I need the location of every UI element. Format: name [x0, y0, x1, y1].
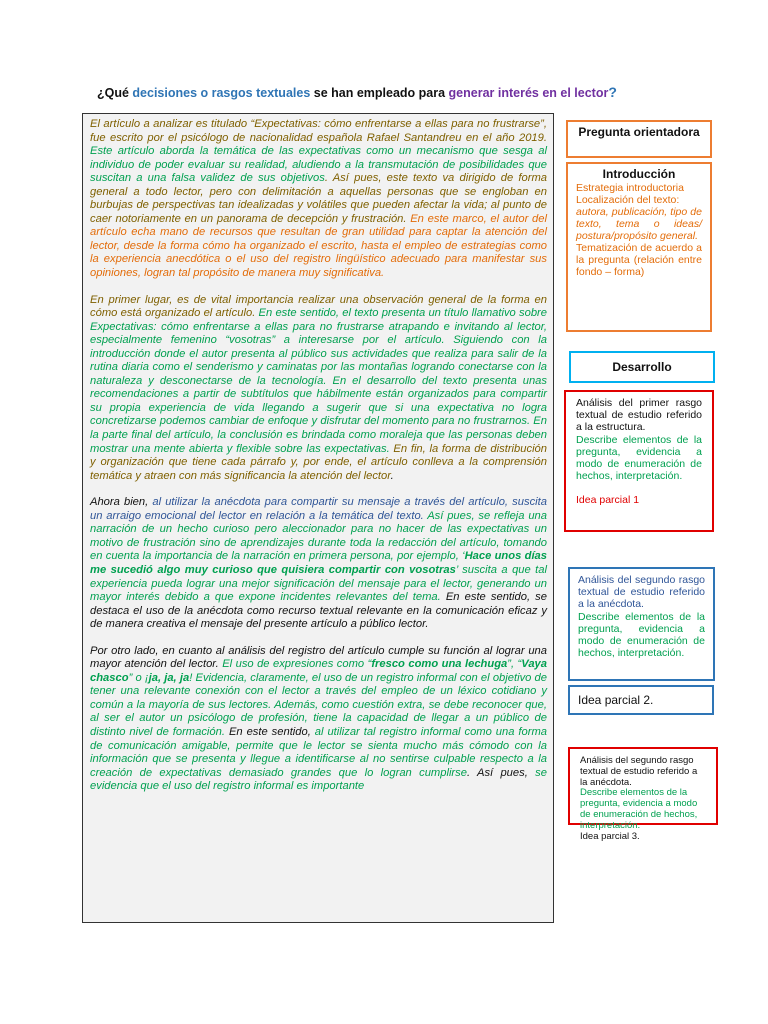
question-part: se han empleado para	[310, 86, 449, 100]
essay-segment: . Así pues, este texto va dirigido de forma general a todo lector, pero con delimitación a aquellas personas que se engloban en burbujas de perspectivas tan idealizadas y volátiles que pueden afectar la vida; al punto de caer notoriamente en un panorama de decepción y frustración.	[90, 172, 548, 225]
essay-segment: En este marco, el autor del artículo echa mano de recursos que resultan de gran utilidad para captar la atención del lector, desde la forma cómo ha organizado el escrito, hasta el empleo de estrategias como la experiencia anecdótica o el uso del registro lingüístico adecuado para manifestar sus opiniones, logran tal propósito de manera muy significativa.	[90, 212, 547, 280]
question-part: ¿Qué	[97, 86, 133, 100]
intro-line: autora, publicación, tipo de texto, tema o ideas/ postura/propósito general.	[576, 206, 702, 242]
essay-segment: . Así pues,	[466, 766, 536, 779]
analysis-box-2	[568, 567, 715, 681]
analysis-detail: Describe elementos de la pregunta, evidencia a modo de enumeración de hechos, interpretación.	[580, 787, 698, 831]
essay-paragraph-2	[90, 294, 547, 484]
essay-paragraph-1	[90, 118, 547, 281]
intro-line: Tematización de acuerdo a la pregunta (relación entre fondo – forma)	[576, 242, 702, 278]
essay-segment: El artículo a analizar es titulado “Expectativas: cómo enfrentarse a ellas para no frustrarse”, fue escrito por el psicólogo de nacionalidad española Rafael Santandreu en el año 2019.	[90, 118, 547, 144]
analysis-box-1	[564, 390, 714, 532]
partial-idea-3: Idea parcial 3.	[580, 830, 640, 842]
intro-line: Estrategia introductoria	[576, 182, 684, 194]
essay-text-box	[82, 113, 554, 923]
analysis-text: Análisis del segundo rasgo textual de estudio referido a la anécdota.	[580, 755, 698, 788]
essay-segment: ’ suscita a que tal experiencia pueda lograr una mejor significación del mensaje para el lector, generando un mayor interés debido a que expone incidentes relevantes del tema.	[90, 563, 547, 604]
essay-segment: El uso de expresiones como “	[222, 658, 372, 671]
essay-segment: se evidencia que el uso del registro informal es importante	[90, 766, 547, 793]
essay-segment: Por otro lado, en cuanto al análisis del registro del artículo cumple su función al lograr una mayor atención del lector.	[90, 644, 547, 671]
question-highlight-purple: generar interés en el lector	[448, 86, 609, 100]
essay-segment: ”, “	[507, 658, 522, 671]
essay-paragraph-4	[90, 645, 547, 794]
analysis-text: Análisis del segundo rasgo textual de estudio referido a la anécdota.	[578, 574, 705, 611]
essay-segment: Este artículo aborda la temática de las expectativas como un mecanismo que sesga al individuo de poder evaluar su realidad, aludiendo a la transmutación de posibilidades que suscitan a una falsa validez de sus objetivos	[90, 145, 547, 185]
analysis-detail: Describe elementos de la pregunta, evidencia a modo de enumeración de hechos, interpretación.	[578, 610, 705, 660]
analysis-detail: Describe elementos de la pregunta, evidencia a modo de enumeración de hechos, interpretación.	[576, 433, 702, 483]
essay-segment: fresco como una lechuga	[371, 658, 508, 671]
partial-idea-1: Idea parcial 1	[576, 494, 640, 507]
essay-segment: Ahora bien,	[90, 496, 153, 509]
essay-segment: al utilizar la anécdota para compartir su mensaje a través del artículo, suscita un arraigo emocional del lector en relación a la temática del texto.	[90, 496, 547, 522]
essay-segment: En este sentido,	[228, 725, 315, 738]
analysis-box-3	[568, 747, 718, 842]
intro-line: Localización del texto:	[576, 194, 680, 206]
essay-segment: En primer lugar, es de vital importancia realizar una observación general de la forma en cómo está organizado el artículo.	[90, 293, 547, 320]
guide-box	[566, 120, 712, 158]
development-label: Desarrollo	[612, 360, 672, 374]
question-mark: ?	[608, 84, 617, 100]
essay-segment: ! Evidencia, claramente, el uso de un registro informal con el objetivo de tener una relevante conexión con el lector a través del empleo de un léxico cotidiano y común a la mayoría de sus lectores. Además, como cuestión extra, se debe reconocer que, al ser el autor un psicólogo de profesión, tiene la capacidad de llegar a un público de distinto nivel de formación.	[90, 671, 548, 738]
development-box	[569, 351, 715, 383]
essay-segment: En este sentido, se destaca el uso de la anécdota como recurso textual relevante en la comunicación eficaz y de manera creativa el mensaje del presente artículo a público lector.	[90, 591, 547, 631]
essay-segment: ” o ¡	[128, 671, 149, 684]
essay-segment: .	[390, 469, 394, 482]
partial-idea-2-box	[568, 685, 714, 715]
essay-segment: Vaya chasco	[90, 658, 547, 684]
guiding-question	[97, 84, 657, 100]
analysis-text: Análisis del primer rasgo textual de estudio referido a la estructura.	[576, 397, 702, 434]
essay-segment: En fin, la forma de distribución y organización que tiene cada párrafo y, por ende, el artículo conlleva a la comprensión temática y atraen con más significancia la atención del lector	[90, 442, 547, 482]
intro-heading: Introducción	[602, 167, 676, 181]
essay-segment: ja, ja, ja	[148, 671, 190, 684]
essay-segment: al utilizar tal registro informal como una forma de comunicación amigable, permite que le lector se sienta mucho más cómodo con la información que se presenta y llegue a identificarse al no sentirse culpable respecto a la creación de expectativas demasiado grandes que lo logran cumplirse	[90, 725, 548, 779]
essay-segment: En este sentido, el texto presenta un título llamativo sobre Expectativas: cómo enfrentarse a ellas para no frustrarse atrapando e invitando al lector, especialmente femenino “vosotras” a interesarse por el artículo. Siguiendo con la introducción donde el autor presenta al público sus actividades que realiza para salir de la rutina diaria como el senderismo y caminatas por las montañas logrando conectarse con la naturaleza y desconectarse de la tecnología. En el desarrollo del texto presenta unas recomendaciones a partir de subtítulos que hábilmente están organizados para compartir su propia experiencia de vida llegando a sugerir que si una expectativa no logra concretizarse podemos cambiar de enfoque y disfrutar del momento para no frustrarnos. En la parte final del artículo, la conclusión es brindada como moraleja que las personas deben mostrar una mente abierta y flexible sobre las expectativas.	[90, 307, 547, 455]
essay-paragraph-3	[90, 496, 547, 631]
essay-segment: Hace unos días me sucedió algo muy curioso que quisiera compartir con vosotras	[90, 550, 547, 576]
intro-box	[566, 162, 712, 332]
guide-label: Pregunta orientadora	[578, 125, 700, 139]
essay-segment: Así pues, se refleja una narración de un hecho curioso pero aleccionador para no hacer de las expectativas un motivo de frustración sino de aprendizajes durante toda la redacción del artículo, tomando en cuenta la importancia de la narración en primera persona, por ejemplo, ‘	[90, 509, 547, 563]
partial-idea-2: Idea parcial 2.	[578, 693, 654, 707]
question-highlight-blue: decisiones o rasgos textuales	[132, 86, 311, 100]
